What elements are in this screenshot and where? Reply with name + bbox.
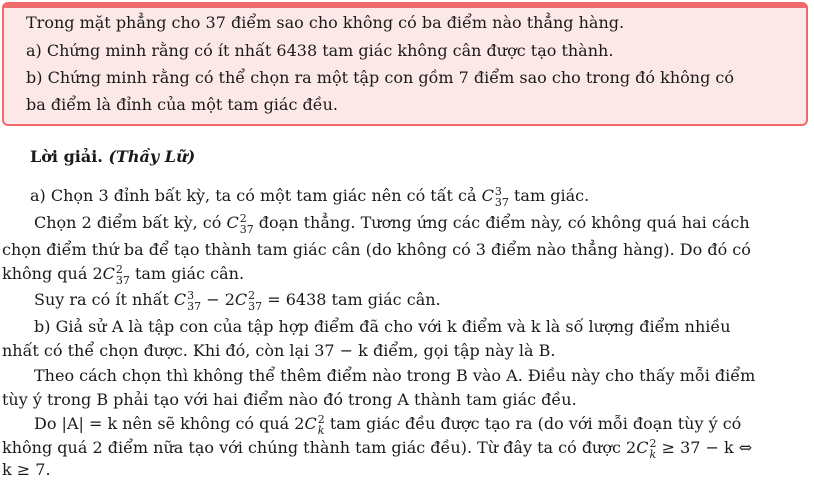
solution-line-2: Chọn 2 điểm bất kỳ, có C 2 37 đoạn thẳng. Tương ứng các điểm này, có không quá hai cách [34,211,750,236]
solution-heading [30,147,195,166]
problem-line-3: b) Chứng minh rằng có thể chọn ra một tập con gồm 7 điểm sao cho trong đó không có [26,68,734,87]
solution-line-11: không quá 2 điểm nữa tạo với chúng thành tam giác đều). Từ đây ta có được 2C 2 k ≥ 37 − k ⇔ [2,436,753,461]
problem-line-1: Trong mặt phẳng cho 37 điểm sao cho không có ba điểm nào thẳng hàng. [26,13,625,32]
problem-line-4: ba điểm là đỉnh của một tam giác đều. [26,95,338,114]
solution-line-6: b) Giả sử A là tập con của tập hợp điểm đã cho với k điểm và k là số lượng điểm nhiều [34,317,731,336]
solution-line-5: Suy ra có ít nhất C 3 37 − 2C 2 37 = 6438 tam giác cân. [34,288,441,313]
solution-line-7: nhất có thể chọn được. Khi đó, còn lại 37 − k điểm, gọi tập này là B. [2,341,556,360]
solution-line-9: tùy ý trong B phải tạo với hai điểm nào đó trong A thành tam giác đều. [2,390,577,409]
problem-line-2: a) Chứng minh rằng có ít nhất 6438 tam giác không cân được tạo thành. [26,41,614,60]
solution-line-12: k ≥ 7. [2,460,51,479]
solution-line-8: Theo cách chọn thì không thể thêm điểm nào trong B vào A. Điều này cho thấy mỗi điểm [34,366,756,385]
solution-label: Lời giải. [30,147,103,166]
solution-line-3: chọn điểm thứ ba để tạo thành tam giác cân (do không có 3 điểm nào thẳng hàng). Do đó có [2,240,751,259]
solution-line-10: Do |A| = k nên sẽ không có quá 2C 2 k tam giác đều được tạo ra (do với mỗi đoạn tùy ý có [34,412,742,437]
solution-author: (Thầy Lữ) [108,147,196,166]
problem-box-topbar [2,2,808,8]
solution-line-1: a) Chọn 3 đỉnh bất kỳ, ta có một tam giác nên có tất cả C 3 37 tam giác. [30,184,590,209]
solution-line-4: không quá 2C 2 37 tam giác cân. [2,262,245,287]
